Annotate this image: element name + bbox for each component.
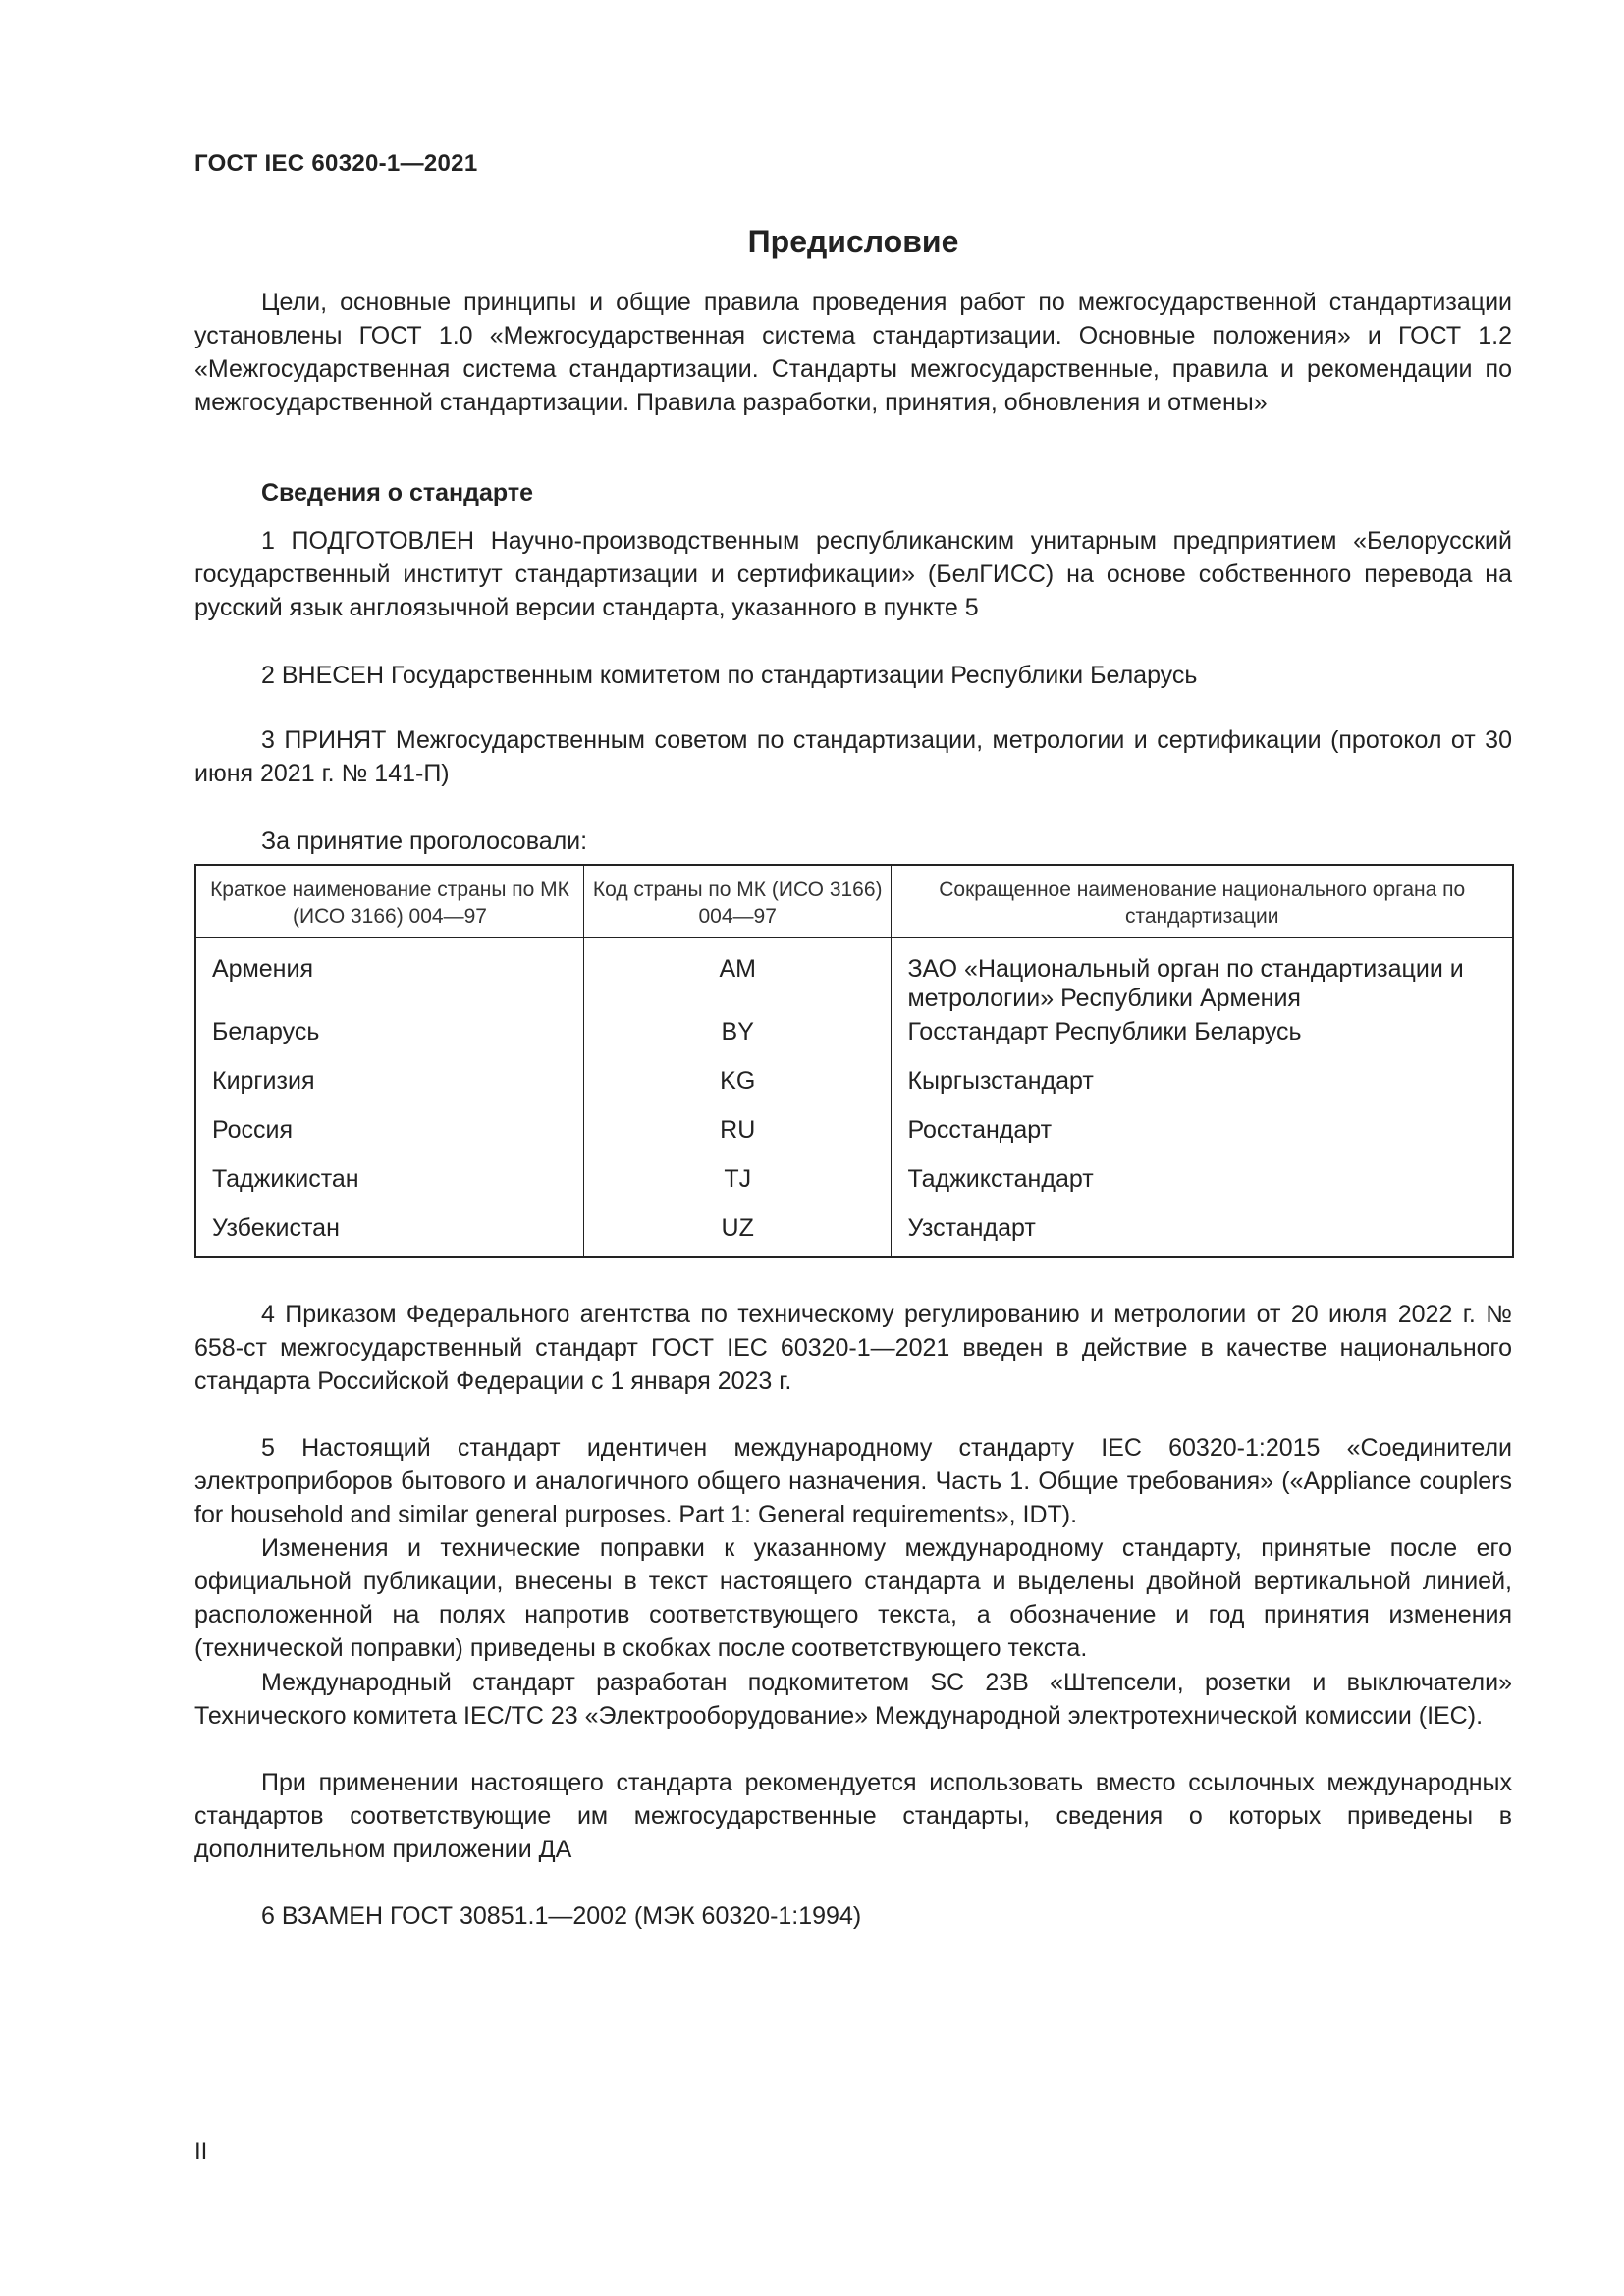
document-designation: ГОСТ IEC 60320-1—2021: [194, 150, 478, 177]
vote-label: За принятие проголосовали:: [261, 828, 588, 855]
code-cell: UZ: [583, 1213, 891, 1257]
item-1-paragraph: 1 ПОДГОТОВЛЕН Научно-производственным республиканским унитарным предприятием «Белорусский государственный институт стандартизации и сертификации» (БелГИСС) на основе собственного перевода на русский язык англоязычной версии стандарта, указанного в пункте 5: [194, 527, 1512, 621]
body-cell: ЗАО «Национальный орган по стандартизации и метрологии» Республики Армения: [892, 938, 1513, 1018]
item-2-paragraph: 2 ВНЕСЕН Государственным комитетом по стандартизации Республики Беларусь: [261, 662, 1198, 689]
country-cell: Беларусь: [195, 1017, 583, 1066]
code-cell: TJ: [583, 1164, 891, 1213]
section-subheading: Сведения о стандарте: [261, 479, 534, 507]
intro-paragraph: Цели, основные принципы и общие правила проведения работ по межгосударственной стандартизации установлены ГОСТ 1.0 «Межгосударственная система стандартизации. Основные положения» и ГОСТ 1.2 «Межгосударственная система стандартизации. Стандарты межгосударственные, правила и рекомендации по межгосударственной стандартизации. Правила разработки, принятия, обновления и отмены»: [194, 289, 1512, 416]
member-states-table: [194, 864, 1514, 1258]
body-cell: Госстандарт Республики Беларусь: [892, 1017, 1513, 1066]
item-5-paragraph: 5 Настоящий стандарт идентичен международному стандарту IEC 60320-1:2015 «Соединители электроприборов бытового и аналогичного общего назначения. Часть 1. Общие требования» («Appliance couplers for household and similar general purposes. Part 1: General requirements», IDT).: [194, 1434, 1512, 1528]
country-cell: Россия: [195, 1115, 583, 1164]
item-5-references-paragraph: При применении настоящего стандарта рекомендуется использовать вместо ссылочных международных стандартов соответствующие им межгосударственные стандарты, сведения о которых приведены в дополнительном приложении ДА: [194, 1769, 1512, 1863]
body-cell: Кыргызстандарт: [892, 1066, 1513, 1115]
item-6-paragraph: 6 ВЗАМЕН ГОСТ 30851.1—2002 (МЭК 60320-1:1994): [261, 1902, 862, 1930]
table-header-code: Код страны по МК (ИСО 3166) 004—97: [583, 865, 891, 938]
body-cell: Росстандарт: [892, 1115, 1513, 1164]
table-row: [195, 1164, 1513, 1213]
table-row: [195, 1115, 1513, 1164]
item-5-origin-paragraph: Международный стандарт разработан подкомитетом SC 23B «Штепсели, розетки и выключатели» Технического комитета IEC/TC 23 «Электрооборудование» Международной электротехнической комиссии (IEC).: [194, 1669, 1512, 1730]
table-header-country: Краткое наименование страны по МК (ИСО 3166) 004—97: [195, 865, 583, 938]
table-row: [195, 938, 1513, 1018]
code-cell: RU: [583, 1115, 891, 1164]
table-row: [195, 1066, 1513, 1115]
table-row: [195, 1213, 1513, 1257]
item-4-paragraph: 4 Приказом Федерального агентства по техническому регулированию и метрологии от 20 июля 2022 г. № 658-ст межгосударственный стандарт ГОСТ IEC 60320-1—2021 введен в действие в качестве национального стандарта Российской Федерации с 1 января 2023 г.: [194, 1301, 1512, 1395]
code-cell: BY: [583, 1017, 891, 1066]
table-header-body: Сокращенное наименование национального органа по стандартизации: [892, 865, 1513, 938]
body-cell: Узстандарт: [892, 1213, 1513, 1257]
country-cell: Таджикистан: [195, 1164, 583, 1213]
code-cell: AM: [583, 938, 891, 1018]
country-cell: Армения: [195, 938, 583, 1018]
item-3-paragraph: 3 ПРИНЯТ Межгосударственным советом по стандартизации, метрологии и сертификации (протокол от 30 июня 2021 г. № 141-П): [194, 726, 1512, 787]
page-title: Предисловие: [747, 224, 959, 259]
page-number: II: [194, 2138, 208, 2164]
item-5-amendments-paragraph: Изменения и технические поправки к указанному международному стандарту, принятые после его официальной публикации, внесены в текст настоящего стандарта и выделены двойной вертикальной линией, расположенной на полях напротив соответствующего текста, а обозначение и год принятия изменения (технической поправки) приведены в скобках после соответствующего текста.: [194, 1534, 1512, 1662]
body-cell: Таджикстандарт: [892, 1164, 1513, 1213]
code-cell: KG: [583, 1066, 891, 1115]
country-cell: Узбекистан: [195, 1213, 583, 1257]
table-row: [195, 1017, 1513, 1066]
table-header-row: [195, 865, 1513, 938]
country-cell: Киргизия: [195, 1066, 583, 1115]
